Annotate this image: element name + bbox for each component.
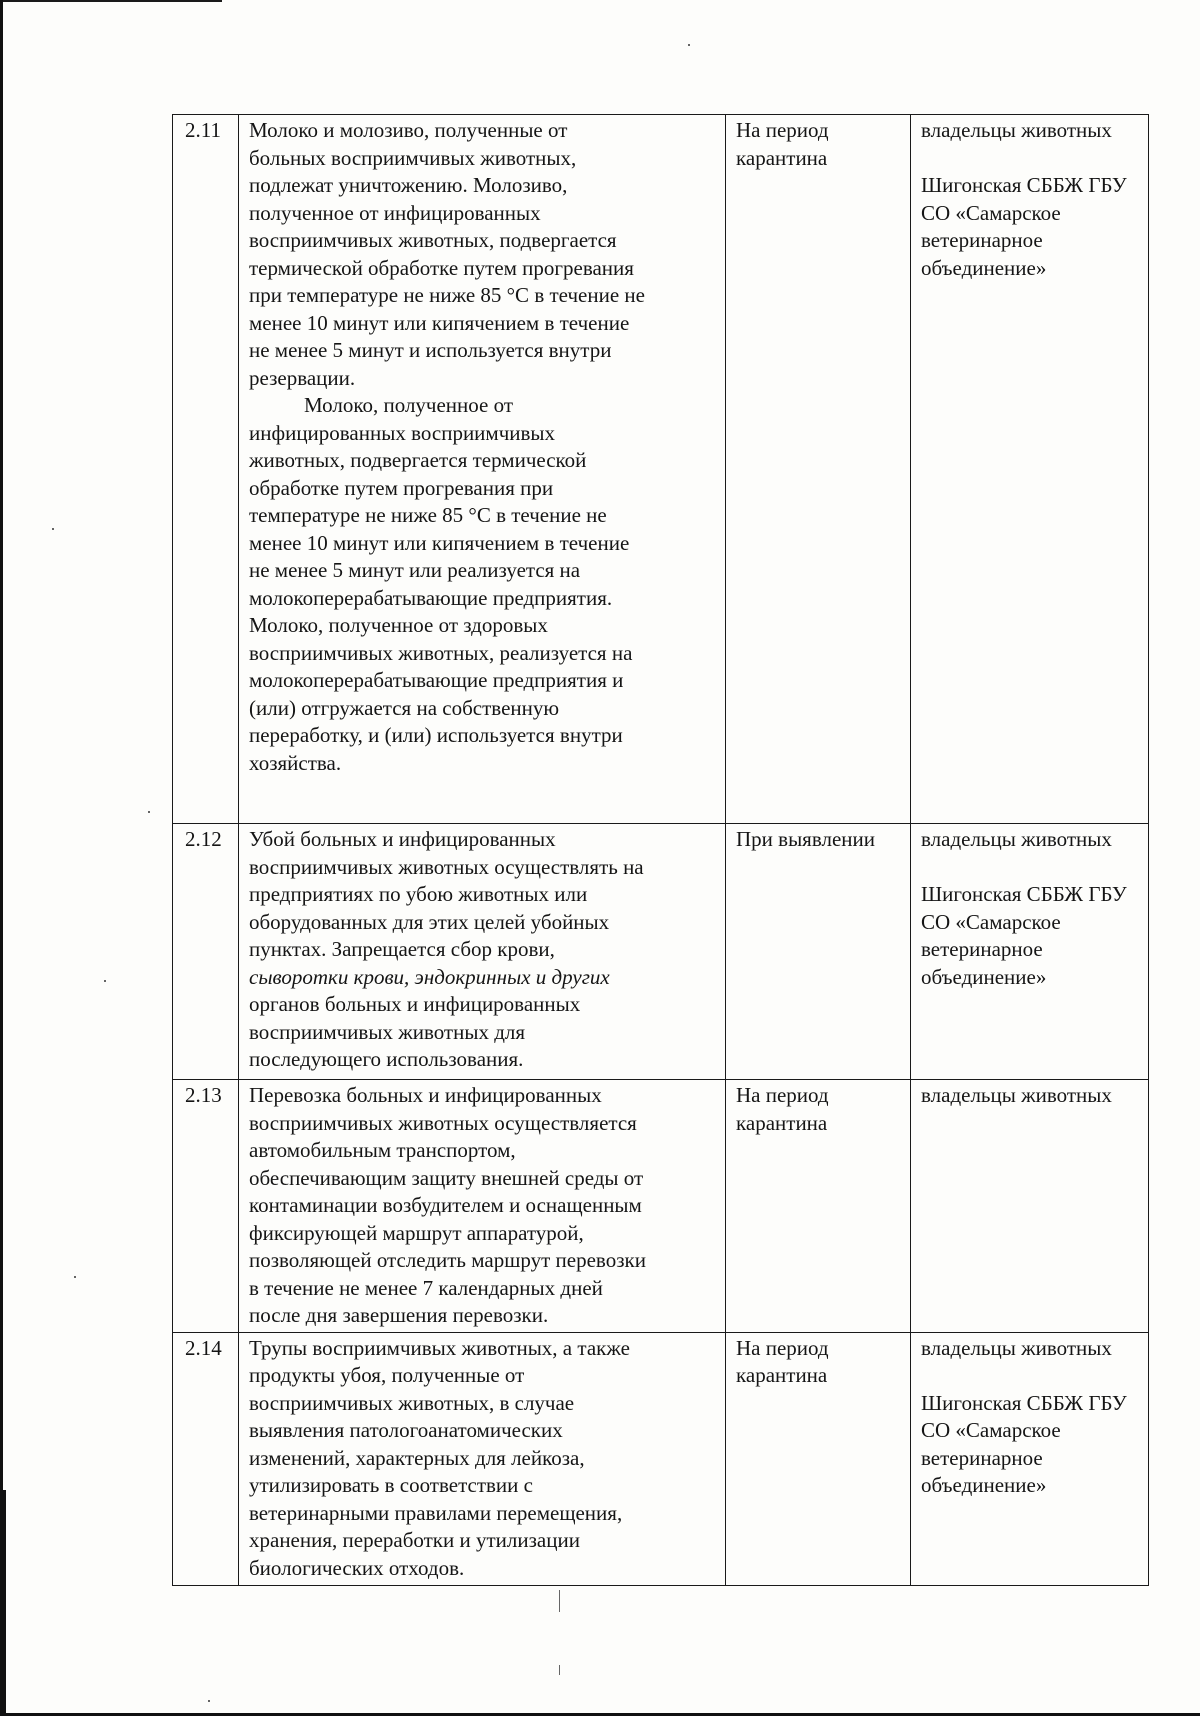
scan-edge-top [0, 0, 222, 2]
text-line: пунктах. Запрещается сбор крови, [249, 937, 555, 961]
text-line: хранения, переработки и утилизации [249, 1528, 580, 1552]
responsible-cell [911, 824, 1149, 1080]
text-line: не менее 5 минут и используется внутри [249, 338, 612, 362]
text-line: термической обработке путем прогревания [249, 255, 634, 280]
measure-text [239, 824, 726, 1080]
responsible-vet-service: Шигонская СББЖ ГБУ СО «Самарское ветеринарное объединение» [921, 882, 1127, 989]
text-line: инфицированных восприимчивых [249, 420, 556, 445]
text-line: полученное от инфицированных [249, 200, 541, 225]
text-line: Молоко и молозиво, полученные от [249, 118, 568, 142]
scan-speck [74, 1276, 76, 1278]
responsible-vet-service: Шигонская СББЖ ГБУ СО «Самарское ветеринарное объединение» [921, 1390, 1127, 1497]
text-line: не менее 5 минут или реализуется на [249, 558, 581, 582]
text-line: больных восприимчивых животных, [249, 145, 577, 170]
text-line: предприятиях по убою животных или [249, 882, 588, 906]
text-line: сыворотки крови, эндокринных и других [249, 964, 610, 989]
term-cell: При выявлении [726, 824, 911, 1080]
text-line: автомобильным транспортом, [249, 1138, 516, 1162]
term-cell: На период карантина [726, 115, 911, 824]
scan-fold-mark [559, 1665, 560, 1675]
row-number: 2.11 [173, 115, 239, 824]
text-line: после дня завершения перевозки. [249, 1303, 549, 1327]
text-line: изменений, характерных для лейкоза, [249, 1445, 585, 1470]
table-row [173, 1332, 1149, 1585]
text-line: восприимчивых животных, в случае [249, 1390, 575, 1415]
text-line: контаминации возбудителем и оснащенным [249, 1193, 642, 1217]
text-line: биологических отходов. [249, 1555, 465, 1580]
text-line: выявления патологоанатомических [249, 1418, 563, 1442]
scan-speck [148, 811, 150, 813]
text-line: оборудованных для этих целей убойных [249, 909, 610, 934]
row-number: 2.12 [173, 824, 239, 1080]
responsible-vet-service: Шигонская СББЖ ГБУ СО «Самарское ветеринарное объединение» [921, 173, 1127, 280]
table-row [173, 115, 1149, 824]
term-cell: На период карантина [726, 1080, 911, 1333]
scan-edge-left [0, 0, 3, 1716]
responsible-owners: владельцы животных [921, 118, 1112, 142]
text-line: менее 10 минут или кипячением в течение [249, 310, 630, 335]
text-line: последующего использования. [249, 1047, 524, 1071]
text-line: молокоперерабатывающие предприятия и [249, 668, 624, 692]
text-line: восприимчивых животных для [249, 1019, 526, 1044]
measures-table [172, 114, 1149, 1586]
responsible-owners: владельцы животных [921, 1083, 1112, 1107]
text-line: при температуре не ниже 85 °С в течение не [249, 283, 645, 307]
text-line: Молоко, полученное от здоровых [249, 613, 548, 637]
text-line: восприимчивых животных, подвергается [249, 228, 617, 252]
table-row [173, 1080, 1149, 1333]
scan-edge-left-dark [0, 1490, 6, 1716]
responsible-owners: владельцы животных [921, 827, 1112, 851]
text-line: Убой больных и инфицированных [249, 827, 556, 851]
text-line: фиксирующей маршрут аппаратурой, [249, 1220, 584, 1245]
responsible-cell [911, 115, 1149, 824]
text-line: органов больных и инфицированных [249, 992, 581, 1016]
text-line: восприимчивых животных, реализуется на [249, 640, 633, 665]
text-line: Трупы восприимчивых животных, а также [249, 1335, 630, 1360]
measure-text [239, 1332, 726, 1585]
scan-speck [688, 44, 690, 46]
text-line: в течение не менее 7 календарных дней [249, 1275, 603, 1300]
text-line: ветеринарными правилами перемещения, [249, 1500, 623, 1525]
text-line: хозяйства. [249, 750, 342, 775]
text-line: резервации. [249, 365, 356, 390]
row-number: 2.14 [173, 1332, 239, 1585]
scan-speck [52, 528, 54, 530]
measure-text [239, 1080, 726, 1333]
text-line: позволяющей отследить маршрут перевозки [249, 1248, 646, 1272]
text-line: продукты убоя, полученные от [249, 1363, 525, 1387]
text-line: утилизировать в соответствии с [249, 1473, 533, 1497]
text-line: (или) отгружается на собственную [249, 695, 560, 720]
term-cell: На период карантина [726, 1332, 911, 1585]
text-line: восприимчивых животных осуществляется [249, 1110, 637, 1135]
text-line: молокоперерабатывающие предприятия. [249, 585, 613, 610]
text-line: Молоко, полученное от [304, 393, 514, 417]
row-number: 2.13 [173, 1080, 239, 1333]
text-line: переработку, и (или) используется внутри [249, 723, 623, 747]
responsible-cell [911, 1332, 1149, 1585]
text-line: животных, подвергается термической [249, 448, 587, 472]
scan-fold-mark [559, 1590, 560, 1612]
text-line: восприимчивых животных осуществлять на [249, 854, 644, 879]
text-line: обеспечивающим защиту внешней среды от [249, 1165, 644, 1190]
text-line: Перевозка больных и инфицированных [249, 1083, 602, 1107]
text-line: температуре не ниже 85 °С в течение не [249, 503, 607, 527]
responsible-cell [911, 1080, 1149, 1333]
measure-text [239, 115, 726, 824]
responsible-owners: владельцы животных [921, 1335, 1112, 1360]
scan-speck [208, 1700, 210, 1702]
text-line: обработке путем прогревания при [249, 475, 554, 500]
table-row [173, 824, 1149, 1080]
text-line: подлежат уничтожению. Молозиво, [249, 173, 568, 197]
scan-speck [104, 980, 106, 982]
text-line: менее 10 минут или кипячением в течение [249, 530, 630, 555]
